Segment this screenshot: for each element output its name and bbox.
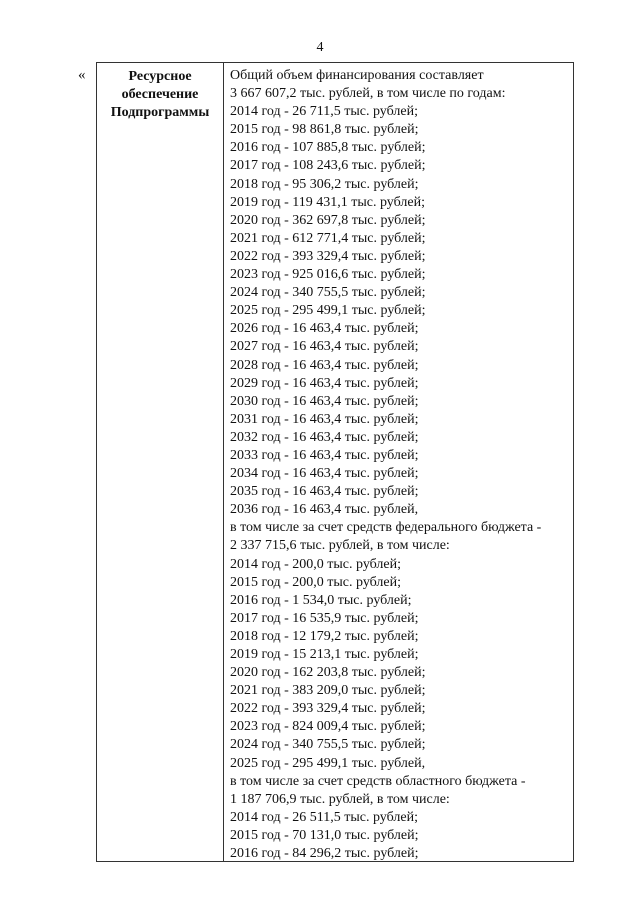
funding-table xyxy=(96,62,574,862)
funding-text-line: 2024 год - 340 755,5 тыс. рублей; xyxy=(230,285,426,301)
funding-text-line: 2015 год - 98 861,8 тыс. рублей; xyxy=(230,122,419,138)
funding-text-line: в том числе за счет средств областного бюджета - xyxy=(230,773,526,789)
funding-text-line: 2021 год - 383 209,0 тыс. рублей; xyxy=(230,683,426,699)
funding-text-line: 2031 год - 16 463,4 тыс. рублей; xyxy=(230,411,419,427)
funding-text-line: 2015 год - 70 131,0 тыс. рублей; xyxy=(230,827,419,843)
funding-text-line: в том числе за счет средств федерального бюджета - xyxy=(230,520,542,536)
funding-text-line: 2022 год - 393 329,4 тыс. рублей; xyxy=(230,701,426,717)
funding-text-line: Общий объем финансирования составляет xyxy=(230,68,484,83)
funding-text-line: 2025 год - 295 499,1 тыс. рублей, xyxy=(230,755,426,771)
funding-text-line: 2027 год - 16 463,4 тыс. рублей; xyxy=(230,339,419,355)
funding-text-line: 2034 год - 16 463,4 тыс. рублей; xyxy=(230,466,419,482)
opening-quote-mark: « xyxy=(78,67,86,83)
funding-text-line: 2033 год - 16 463,4 тыс. рублей; xyxy=(230,447,419,463)
section-heading-line: Ресурсное xyxy=(128,69,192,84)
funding-text-line: 3 667 607,2 тыс. рублей, в том числе по годам: xyxy=(230,86,506,102)
funding-text-line: 2016 год - 1 534,0 тыс. рублей; xyxy=(230,592,412,608)
section-heading-line: обеспечение xyxy=(121,87,199,102)
funding-text-line: 2014 год - 26 711,5 тыс. рублей; xyxy=(230,104,418,120)
funding-text-line: 2025 год - 295 499,1 тыс. рублей; xyxy=(230,303,426,319)
funding-text-line: 2024 год - 340 755,5 тыс. рублей; xyxy=(230,737,426,753)
funding-text-line: 2019 год - 15 213,1 тыс. рублей; xyxy=(230,647,419,662)
section-heading-line: Подпрограммы xyxy=(110,105,210,120)
funding-text-line: 2018 год - 12 179,2 тыс. рублей; xyxy=(230,628,419,644)
funding-text-cell xyxy=(230,67,572,863)
funding-text-line: 2026 год - 16 463,4 тыс. рублей; xyxy=(230,321,419,337)
page-number: 4 xyxy=(316,40,324,55)
funding-text-line: 2022 год - 393 329,4 тыс. рублей; xyxy=(230,248,426,264)
funding-text-line: 2016 год - 84 296,2 тыс. рублей; xyxy=(230,846,419,862)
funding-text-line: 2 337 715,6 тыс. рублей, в том числе: xyxy=(230,538,450,554)
funding-text-line: 2021 год - 612 771,4 тыс. рублей; xyxy=(230,230,426,246)
funding-text-line: 2035 год - 16 463,4 тыс. рублей; xyxy=(230,484,419,500)
funding-text-line: 2015 год - 200,0 тыс. рублей; xyxy=(230,574,402,590)
section-heading-cell xyxy=(97,68,223,122)
funding-text-line: 2019 год - 119 431,1 тыс. рублей; xyxy=(230,194,425,210)
funding-text-line: 2016 год - 107 885,8 тыс. рублей; xyxy=(230,140,426,156)
column-divider xyxy=(223,63,224,861)
funding-text-line: 2023 год - 925 016,6 тыс. рублей; xyxy=(230,267,426,283)
funding-text-line: 2029 год - 16 463,4 тыс. рублей; xyxy=(230,375,419,391)
funding-text-line: 2017 год - 108 243,6 тыс. рублей; xyxy=(230,158,426,174)
funding-text-line: 2036 год - 16 463,4 тыс. рублей, xyxy=(230,502,419,518)
funding-text-line: 2017 год - 16 535,9 тыс. рублей; xyxy=(230,610,419,626)
funding-text-line: 1 187 706,9 тыс. рублей, в том числе: xyxy=(230,791,450,807)
funding-text-line: 2014 год - 26 511,5 тыс. рублей; xyxy=(230,809,418,825)
funding-text-line: 2020 год - 362 697,8 тыс. рублей; xyxy=(230,212,426,228)
funding-text-line: 2032 год - 16 463,4 тыс. рублей; xyxy=(230,429,419,445)
funding-text-line: 2018 год - 95 306,2 тыс. рублей; xyxy=(230,176,419,192)
funding-text-line: 2030 год - 16 463,4 тыс. рублей; xyxy=(230,393,419,409)
funding-text-line: 2020 год - 162 203,8 тыс. рублей; xyxy=(230,665,426,681)
funding-text-line: 2014 год - 200,0 тыс. рублей; xyxy=(230,556,402,572)
funding-text-line: 2028 год - 16 463,4 тыс. рублей; xyxy=(230,357,419,373)
funding-text-line: 2023 год - 824 009,4 тыс. рублей; xyxy=(230,719,426,735)
